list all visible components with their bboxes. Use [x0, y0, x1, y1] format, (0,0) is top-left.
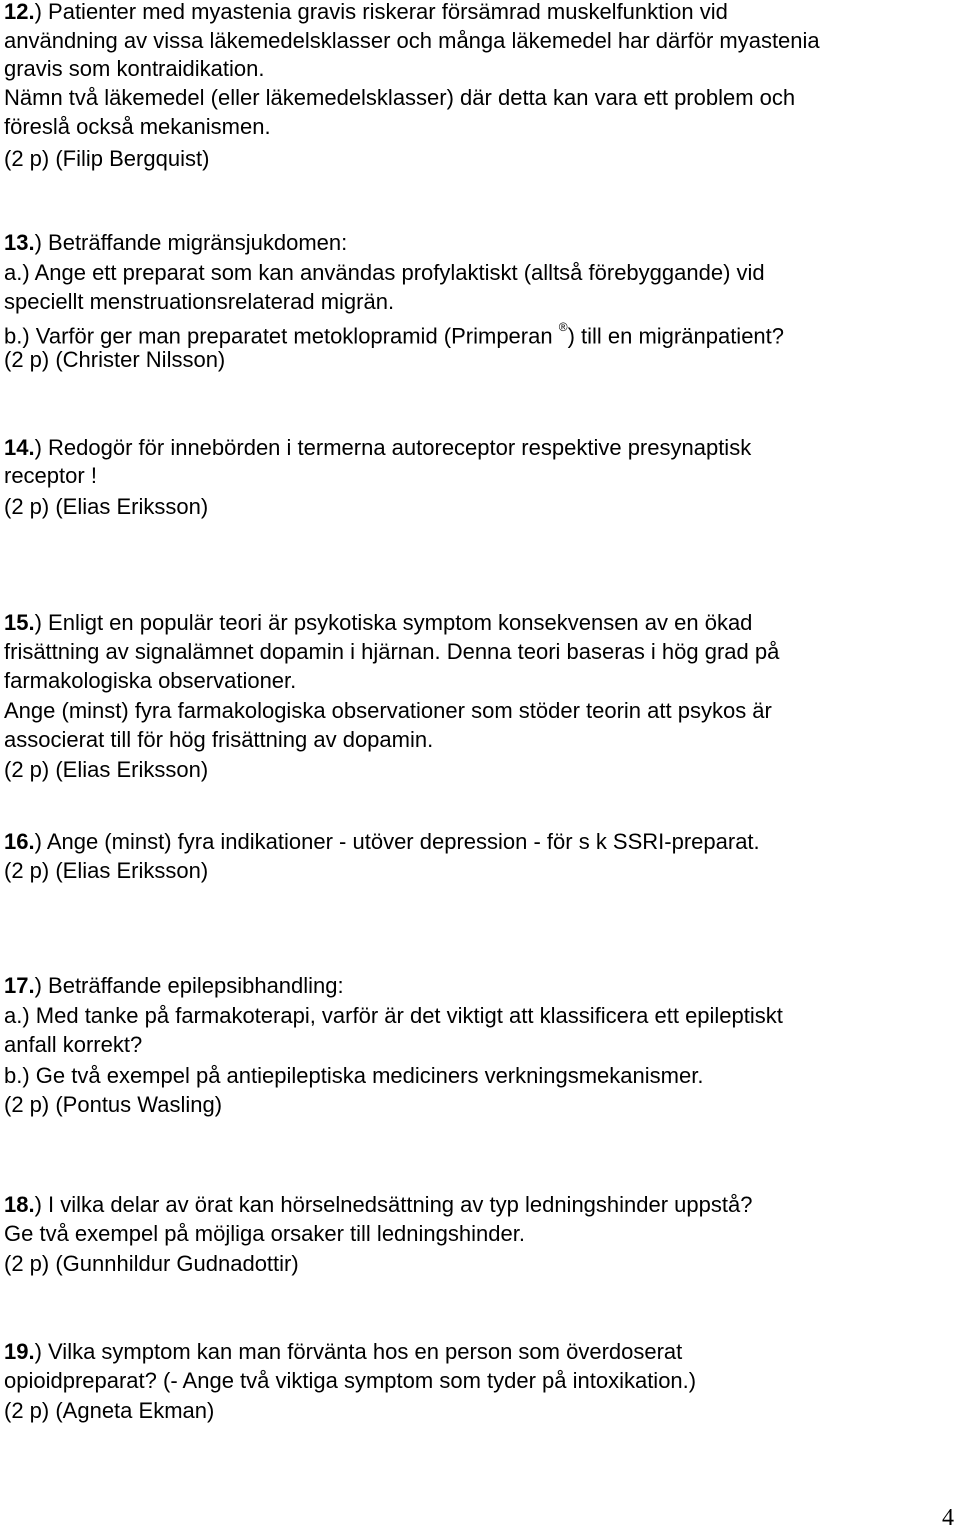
question-text: ) Redogör för innebörden i termerna autoreceptor respektive presynaptisk	[34, 435, 752, 460]
question-text: ) till en migränpatient?	[567, 323, 785, 349]
q17-line-1	[4, 972, 344, 1000]
q15-line-5: associerat till för hög frisättning av dopamin.	[4, 727, 434, 752]
q17-a-line-2: anfall korrekt?	[4, 1032, 143, 1057]
page-number: 4	[942, 1505, 954, 1531]
q14-line-2: receptor !	[4, 463, 97, 488]
q18-points: (2 p) (Gunnhildur Gudnadottir)	[4, 1251, 299, 1276]
q15-line-2: frisättning av signalämnet dopamin i hjärnan. Denna teori baseras i hög grad på	[4, 639, 780, 664]
q19-line-2: opioidpreparat? (- Ange två viktiga symptom som tyder på intoxikation.)	[4, 1368, 697, 1393]
question-number: 18.	[4, 1192, 35, 1217]
question-text: ) Vilka symptom kan man förvänta hos en person som överdoserat	[34, 1339, 683, 1364]
q12-line-3: gravis som kontraidikation.	[4, 56, 265, 81]
q18-line-1	[4, 1191, 752, 1219]
q19-points: (2 p) (Agneta Ekman)	[4, 1398, 215, 1423]
q13-points: (2 p) (Christer Nilsson)	[4, 347, 226, 372]
registered-mark: ®	[558, 320, 568, 334]
q15-line-3: farmakologiska observationer.	[4, 668, 297, 693]
q12-line-4: Nämn två läkemedel (eller läkemedelsklasser) där detta kan vara ett problem och	[4, 85, 796, 110]
question-text: ) Enligt en populär teori är psykotiska symptom konsekvensen av en ökad	[34, 610, 753, 635]
q13-line-1	[4, 229, 347, 257]
q12-line-5: föreslå också mekanismen.	[4, 114, 271, 139]
question-number: 14.	[4, 435, 35, 460]
q14-points: (2 p) (Elias Eriksson)	[4, 494, 209, 519]
q15-points: (2 p) (Elias Eriksson)	[4, 757, 209, 782]
q19-line-1	[4, 1338, 682, 1366]
q17-points: (2 p) (Pontus Wasling)	[4, 1092, 223, 1117]
question-number: 17.	[4, 973, 35, 998]
q13-a-line-1: a.) Ange ett preparat som kan användas profylaktiskt (alltså förebyggande) vid	[4, 260, 765, 285]
question-number: 15.	[4, 610, 35, 635]
q16-line-1	[4, 828, 760, 856]
q12-line-2: användning av vissa läkemedelsklasser och många läkemedel har därför myastenia	[4, 28, 820, 53]
q12-line-1	[4, 0, 728, 26]
q16-points: (2 p) (Elias Eriksson)	[4, 858, 209, 883]
q13-a-line-2: speciellt menstruationsrelaterad migrän.	[4, 289, 395, 314]
q15-line-1	[4, 609, 752, 637]
question-text: b.) Varför ger man preparatet metoklopramid (Primperan	[4, 323, 553, 349]
question-text: ) Patienter med myastenia gravis riskerar försämrad muskelfunktion vid	[34, 0, 728, 24]
question-text: ) Ange (minst) fyra indikationer - utöver depression - för s k SSRI-preparat.	[34, 829, 760, 854]
q14-line-1	[4, 434, 751, 462]
q15-line-4: Ange (minst) fyra farmakologiska observationer som stöder teorin att psykos är	[4, 698, 772, 723]
question-text: ) Beträffande epilepsibhandling:	[34, 973, 344, 998]
q18-line-2: Ge två exempel på möjliga orsaker till ledningshinder.	[4, 1221, 525, 1246]
question-text: ) I vilka delar av örat kan hörselnedsättning av typ ledningshinder uppstå?	[34, 1192, 753, 1217]
question-text: ) Beträffande migränsjukdomen:	[34, 230, 348, 255]
q17-b-line-1: b.) Ge två exempel på antiepileptiska mediciners verkningsmekanismer.	[4, 1063, 704, 1088]
q17-a-line-1: a.) Med tanke på farmakoterapi, varför är det viktigt att klassificera ett epileptiskt	[4, 1003, 783, 1028]
question-number: 19.	[4, 1339, 35, 1364]
question-number: 12.	[4, 0, 35, 24]
q12-points: (2 p) (Filip Bergquist)	[4, 146, 210, 171]
question-number: 13.	[4, 230, 35, 255]
question-number: 16.	[4, 829, 35, 854]
